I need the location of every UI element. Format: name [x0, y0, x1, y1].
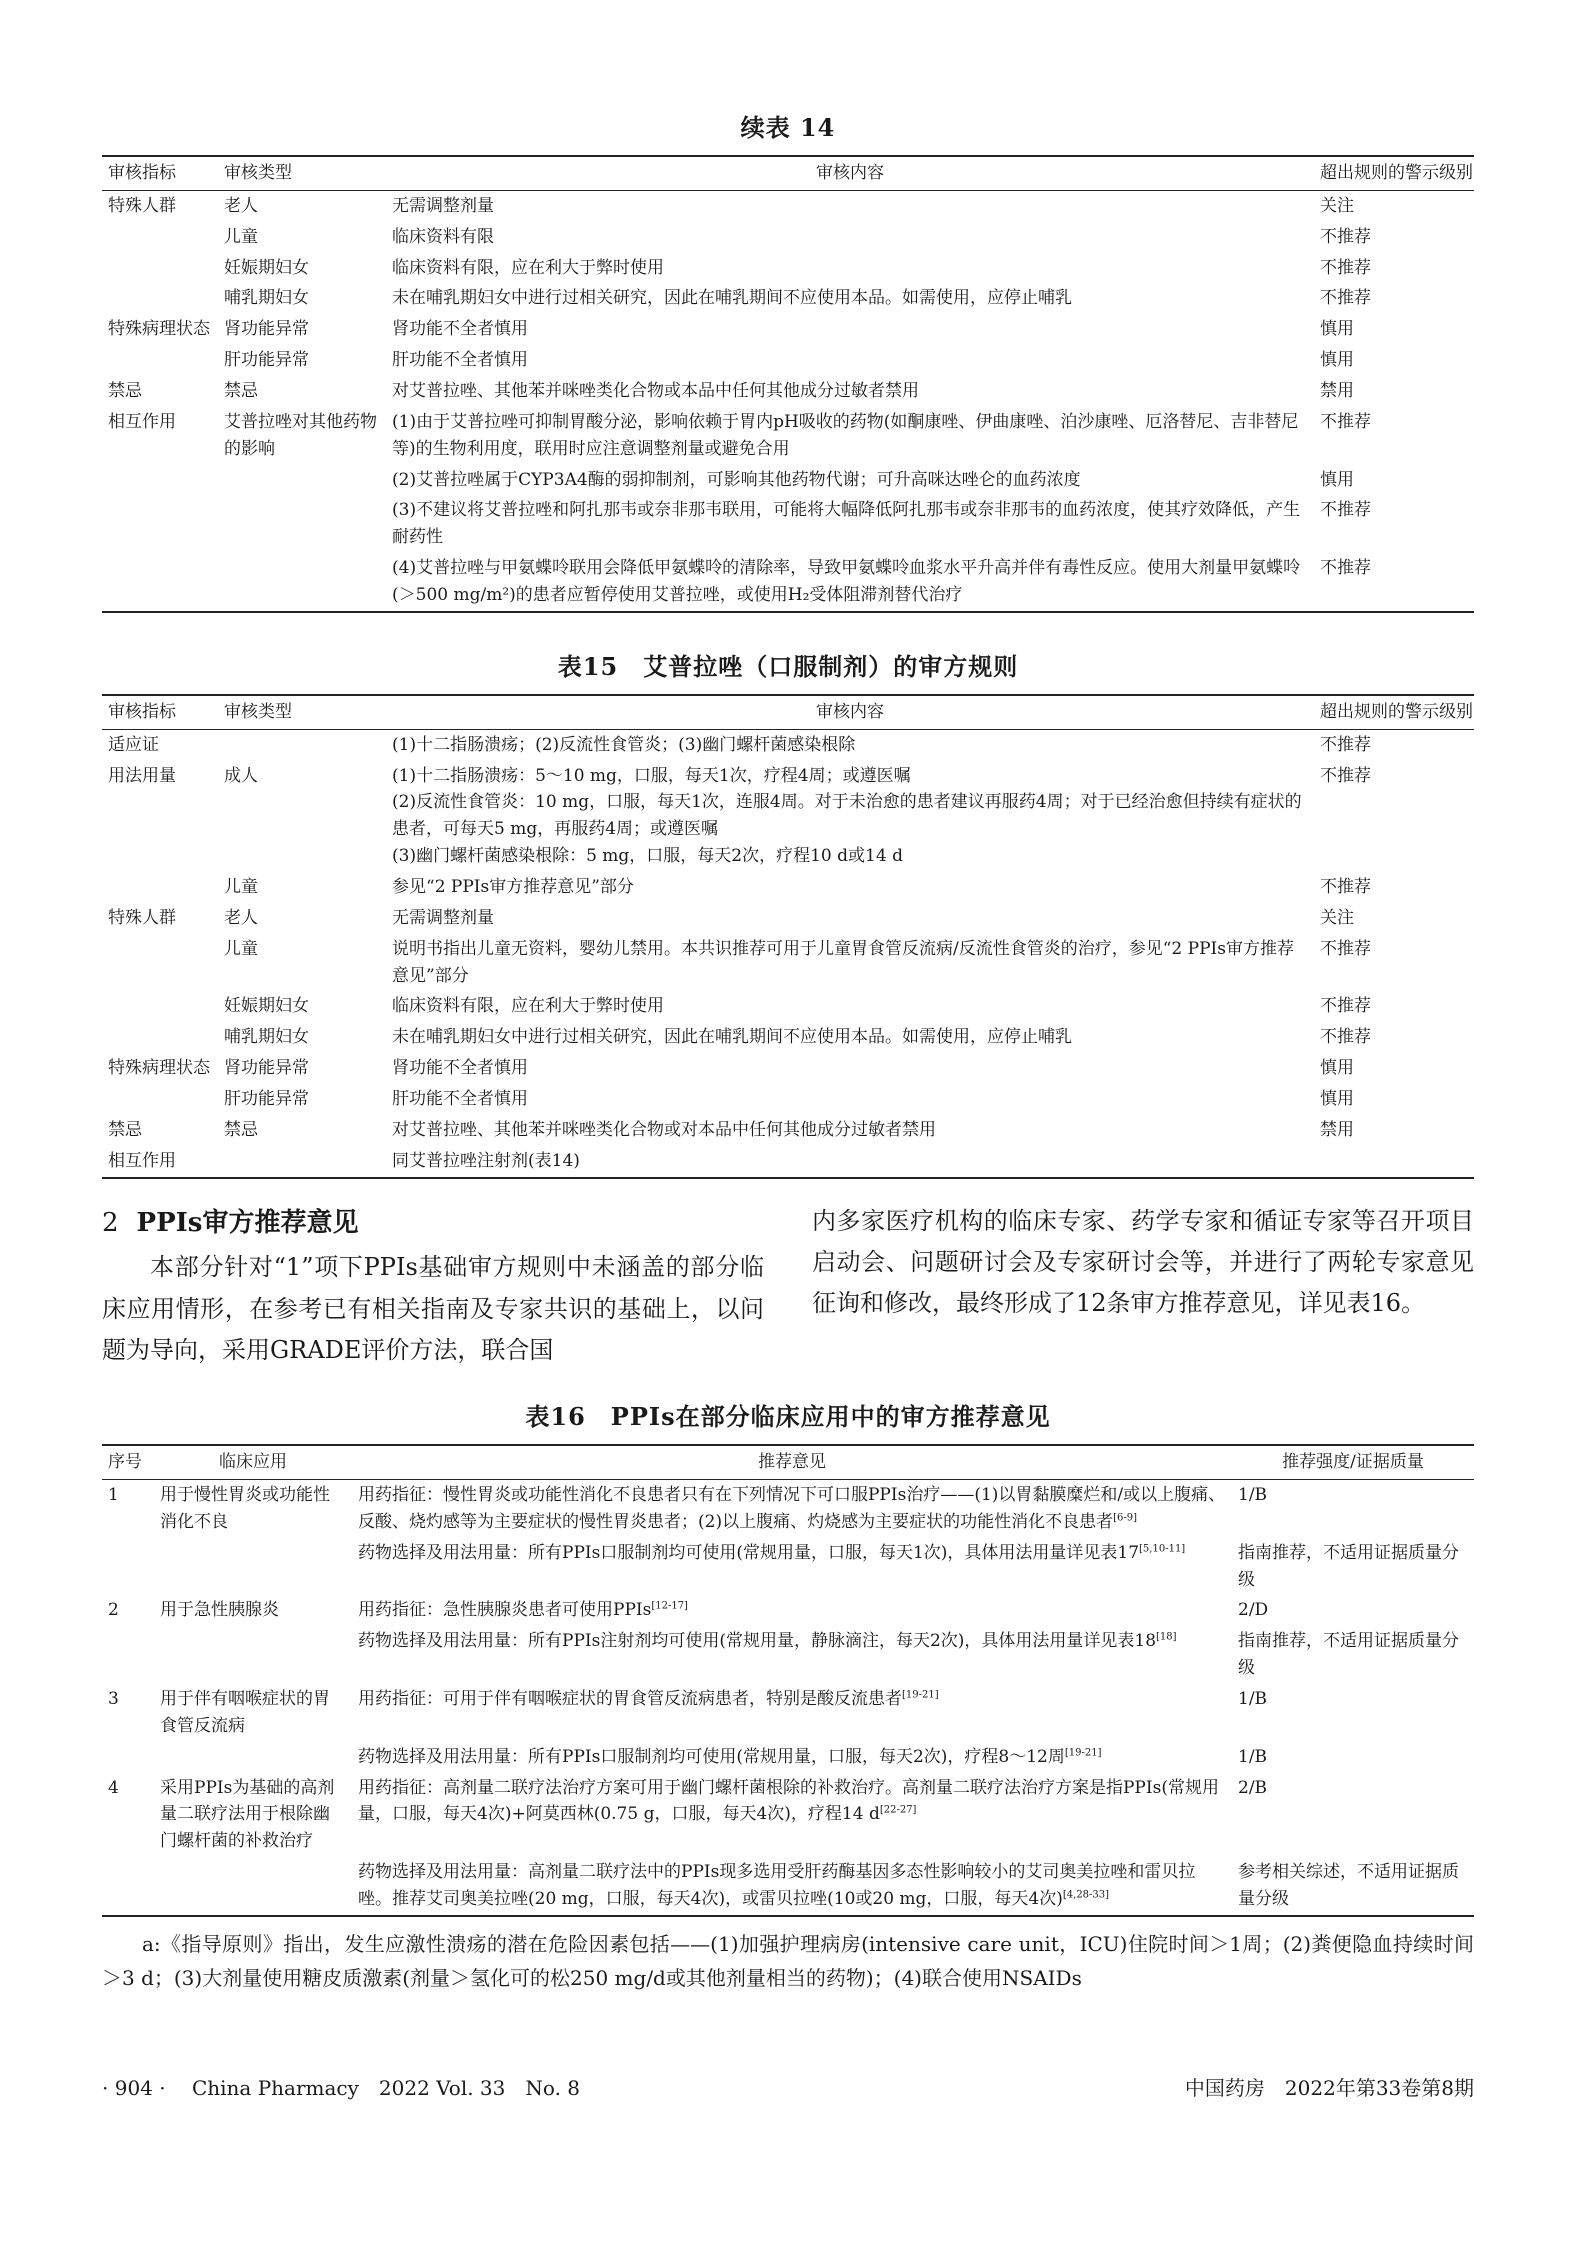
cell-number: 2 [108, 1600, 119, 1621]
table-row [102, 903, 1474, 934]
header-warning-level: 超出规则的警示级别 [1320, 163, 1473, 183]
cell-indicator: 相互作用 [108, 411, 176, 432]
cell-warning-level: 不推荐 [1320, 288, 1371, 309]
cell-type: 哺乳期妇女 [224, 288, 309, 309]
cell-indicator [102, 1084, 218, 1115]
cell-warning-level: 不推荐 [1320, 257, 1371, 278]
cell-warning-level: 不推荐 [1320, 226, 1371, 247]
cell-indicator: 禁忌 [108, 381, 142, 402]
header-warning-level: 超出规则的警示级别 [1320, 701, 1473, 722]
table-row [102, 1684, 1474, 1742]
cell-type: 肾功能异常 [224, 319, 309, 340]
table14-body [102, 190, 1474, 612]
section-2-paragraph-left: 本部分针对“1”项下PPIs基础审方规则中未涵盖的部分临床应用情形，在参考已有相关指南及专家共识的基础上，以问题为导向，采用GRADE评价方法，联合国 [102, 1253, 764, 1364]
cell-indicator [102, 222, 218, 253]
header-indicator: 审核指标 [108, 701, 176, 722]
cell-content: (1)由于艾普拉唑可抑制胃酸分泌，影响依赖于胃内pH吸收的药物(如酮康唑、伊曲康唑、泊沙康唑、厄洛替尼、吉非替尼等)的生物利用度，联用时应注意调整剂量或避免合用 [392, 411, 1299, 459]
cell-warning-level: 不推荐 [1320, 765, 1371, 786]
section-2 [102, 1201, 1474, 1372]
cell-content: 无需调整剂量 [392, 195, 494, 216]
recommendation-text: 用药指征：急性胰腺炎患者可使用PPIs [358, 1600, 652, 1621]
cell-recommendation [352, 1626, 1232, 1684]
table-row [102, 934, 1474, 992]
table-row [102, 1538, 1474, 1596]
cell-warning-level: 关注 [1320, 195, 1354, 216]
cell-warning-level: 慎用 [1320, 1058, 1354, 1079]
cell-type: 艾普拉唑对其他药物的影响 [224, 411, 377, 459]
table-row [102, 222, 1474, 253]
cell-content: (4)艾普拉唑与甲氨蝶呤联用会降低甲氨蝶呤的清除率，导致甲氨蝶呤血浆水平升高并伴有毒性反应。使用大剂量甲氨蝶呤(＞500 mg/m²)的患者应暂停使用艾普拉唑，或使用H₂受体阻滞剂替代治疗 [392, 558, 1301, 606]
cell-content: (3)不建议将艾普拉唑和阿扎那韦或奈非那韦联用，可能将大幅降低阿扎那韦或奈非那韦的血药浓度，使其疗效降低，产生耐药性 [392, 500, 1301, 548]
cell-clinical-application: 采用PPIs为基础的高剂量二联疗法用于根除幽门螺杆菌的补救治疗 [160, 1777, 335, 1852]
cell-content: 未在哺乳期妇女中进行过相关研究，因此在哺乳期间不应使用本品。如需使用，应停止哺乳 [392, 288, 1072, 309]
table-row [102, 1480, 1474, 1538]
cell-type [218, 1146, 386, 1178]
citation-ref: [22-27] [879, 1804, 917, 1816]
section-title: PPIs审方推荐意见 [136, 1207, 359, 1238]
table-row [102, 1857, 1474, 1916]
cell-clinical-application: 用于慢性胃炎或功能性消化不良 [160, 1485, 330, 1532]
table15 [102, 694, 1474, 1179]
cell-indicator: 特殊病理状态 [108, 1058, 210, 1079]
recommendation-text: 用药指征：高剂量二联疗法治疗方案可用于幽门螺杆菌根除的补救治疗。高剂量二联疗法治疗方案是指PPIs(常规用量，口服，每天4次)+阿莫西林(0.75 g，口服，每天4次)，疗程14 d [358, 1777, 1219, 1825]
table-row [102, 761, 1474, 872]
cell-number [102, 1538, 154, 1596]
cell-type: 妊娠期妇女 [224, 257, 309, 278]
cell-indicator [102, 1022, 218, 1053]
cell-indicator: 特殊人群 [108, 195, 176, 216]
table-row [102, 1146, 1474, 1178]
footnote: a:《指导原则》指出，发生应激性溃疡的潜在危险因素包括——(1)加强护理病房(intensive care unit，ICU)住院时间＞1周；(2)粪便隐血持续时间＞3 d；(3)大剂量使用糖皮质激素(剂量＞氢化可的松250 mg/d或其他剂量相当的药物)；(4)联合使用NSAIDs [102, 1931, 1474, 1991]
cell-strength: 1/B [1238, 1485, 1268, 1506]
citation-ref: [5,10-11] [1139, 1543, 1186, 1555]
cell-type: 成人 [224, 765, 258, 786]
cell-warning-level: 不推荐 [1320, 877, 1371, 898]
cell-clinical-application: 用于急性胰腺炎 [160, 1600, 279, 1621]
table-row [102, 729, 1474, 760]
cell-strength: 1/B [1238, 1746, 1268, 1767]
cell-warning-level: 关注 [1320, 907, 1354, 928]
table-row [102, 1053, 1474, 1084]
cell-type: 肝功能异常 [224, 1089, 309, 1110]
cell-number [102, 1742, 154, 1773]
cell-content: 肝功能不全者慎用 [392, 1089, 528, 1110]
cell-type: 儿童 [224, 877, 258, 898]
header-recommendation: 推荐意见 [758, 1452, 826, 1473]
cell-recommendation [352, 1742, 1232, 1773]
citation-ref: [6-9] [1113, 1512, 1137, 1524]
header-type: 审核类型 [224, 163, 292, 183]
cell-content: 对艾普拉唑、其他苯并咪唑类化合物或本品中任何其他成分过敏者禁用 [392, 381, 919, 402]
table-row [102, 283, 1474, 314]
table-row [102, 253, 1474, 284]
cell-content: (1)十二指肠溃疡：5～10 mg，口服，每天1次，疗程4周；或遵医嘱 (2)反流性食管炎：10 mg，口服，每天1次，连服4周。对于未治愈的患者建议再服药4周；对于已经治愈但持续有症状的患者，可每天5 mg，再服药4周；或遵医嘱 (3)幽门螺杆菌感染根除：5 mg，口服，每天2次，疗程10 d或14 d [392, 765, 1302, 867]
page-footer [102, 2072, 1474, 2101]
cell-indicator [102, 991, 218, 1022]
header-type: 审核类型 [224, 701, 292, 722]
recommendation-text: 药物选择及用法用量：所有PPIs口服制剂均可使用(常规用量，口服，每天1次)，具体用法用量详见表17 [358, 1542, 1140, 1563]
cell-number: 3 [108, 1689, 119, 1710]
cell-warning-level: 不推荐 [1320, 558, 1371, 579]
cell-type [218, 729, 386, 760]
section-2-paragraph-right: 内多家医疗机构的临床专家、药学专家和循证专家等召开项目启动会、问题研讨会及专家研讨会等，并进行了两轮专家意见征询和修改，最终形成了12条审方推荐意见，详见表16。 [812, 1206, 1474, 1318]
cell-type [218, 495, 386, 553]
cell-recommendation [352, 1595, 1232, 1626]
table16-body [102, 1480, 1474, 1916]
cell-strength: 2/B [1238, 1777, 1268, 1798]
cell-indicator: 用法用量 [108, 765, 176, 786]
cell-strength: 1/B [1238, 1689, 1268, 1710]
cell-indicator [102, 345, 218, 376]
cell-warning-level: 不推荐 [1320, 734, 1371, 755]
cell-content: 无需调整剂量 [392, 907, 494, 928]
cell-content: 未在哺乳期妇女中进行过相关研究，因此在哺乳期间不应使用本品。如需使用，应停止哺乳 [392, 1027, 1072, 1048]
citation-ref: [12-17] [651, 1600, 688, 1612]
citation-ref: [18] [1156, 1631, 1177, 1643]
cell-clinical-application [154, 1857, 352, 1916]
table-row [102, 495, 1474, 553]
cell-type: 老人 [224, 907, 258, 928]
table-row [102, 1742, 1474, 1773]
table15-header-row [102, 695, 1474, 729]
table-row [102, 1595, 1474, 1626]
section-number: 2 [102, 1207, 119, 1238]
recommendation-text: 用药指征：慢性胃炎或功能性消化不良患者只有在下列情况下可口服PPIs治疗——(1)以胃黏膜糜烂和/或以上腹痛、反酸、烧灼感等为主要症状的慢性胃炎患者；(2)以上腹痛、灼烧感为主要症状的功能性消化不良患者 [358, 1485, 1226, 1532]
cell-warning-level: 慎用 [1320, 1089, 1354, 1110]
table-row [102, 1626, 1474, 1684]
cell-warning-level: 不推荐 [1320, 1027, 1371, 1048]
table14-caption: 续表 14 [740, 113, 836, 142]
table-row [102, 1773, 1474, 1858]
cell-recommendation [352, 1684, 1232, 1742]
citation-ref: [19-21] [902, 1689, 939, 1701]
cell-indicator: 相互作用 [108, 1150, 176, 1171]
cell-recommendation [352, 1538, 1232, 1596]
cell-content: 临床资料有限，应在利大于弊时使用 [392, 257, 664, 278]
cell-clinical-application: 用于伴有咽喉症状的胃食管反流病 [160, 1689, 330, 1736]
cell-type: 老人 [224, 195, 258, 216]
cell-strength: 参考相关综述，不适用证据质量分级 [1238, 1862, 1459, 1910]
cell-type: 禁忌 [224, 381, 258, 402]
cell-clinical-application [154, 1742, 352, 1773]
recommendation-text: 用药指征：可用于伴有咽喉症状的胃食管反流病患者，特别是酸反流患者 [358, 1689, 902, 1710]
cell-content: 肾功能不全者慎用 [392, 319, 528, 340]
cell-type: 儿童 [224, 226, 258, 247]
cell-type: 肝功能异常 [224, 350, 309, 371]
table-row [102, 991, 1474, 1022]
cell-recommendation [352, 1857, 1232, 1916]
table16-caption: 表16 PPIs在部分临床应用中的审方推荐意见 [525, 1402, 1051, 1432]
cell-type: 哺乳期妇女 [224, 1027, 309, 1048]
cell-warning-level: 不推荐 [1320, 996, 1371, 1017]
cell-strength: 2/D [1238, 1600, 1269, 1621]
citation-ref: [19-21] [1064, 1747, 1102, 1759]
table-row [102, 872, 1474, 903]
cell-indicator [102, 495, 218, 553]
cell-indicator [102, 253, 218, 284]
table-row [102, 1115, 1474, 1146]
cell-warning-level: 慎用 [1320, 319, 1354, 340]
table16 [102, 1444, 1474, 1917]
cell-content: 肾功能不全者慎用 [392, 1058, 528, 1079]
recommendation-text: 药物选择及用法用量：所有PPIs注射剂均可使用(常规用量，静脉滴注，每天2次)，具体用法用量详见表18 [358, 1631, 1157, 1652]
cell-content: (1)十二指肠溃疡；(2)反流性食管炎；(3)幽门螺杆菌感染根除 [392, 734, 856, 755]
cell-warning-level: 禁用 [1320, 381, 1354, 402]
cell-indicator: 特殊人群 [108, 907, 176, 928]
header-content: 审核内容 [816, 701, 884, 722]
page-content [102, 108, 1474, 1996]
cell-indicator [102, 465, 218, 496]
cell-content: 对艾普拉唑、其他苯并咪唑类化合物或对本品中任何其他成分过敏者禁用 [392, 1119, 936, 1140]
cell-number [102, 1626, 154, 1684]
cell-indicator: 特殊病理状态 [108, 319, 210, 340]
cell-type: 儿童 [224, 938, 258, 959]
table-row [102, 1022, 1474, 1053]
cell-indicator [102, 553, 218, 612]
footer-left: · 904 · China Pharmacy 2022 Vol. 33 No. 8 [102, 2076, 581, 2100]
table-row [102, 190, 1474, 221]
recommendation-text: 药物选择及用法用量：所有PPIs口服制剂均可使用(常规用量，口服，每天2次)，疗程8～12周 [358, 1746, 1065, 1767]
cell-type [218, 465, 386, 496]
cell-type: 禁忌 [224, 1119, 258, 1140]
table15-caption: 表15 艾普拉唑（口服制剂）的审方规则 [557, 651, 1019, 681]
cell-content: (2)艾普拉唑属于CYP3A4酶的弱抑制剂，可影响其他药物代谢；可升高咪达唑仑的血药浓度 [392, 469, 1081, 490]
cell-content: 肝功能不全者慎用 [392, 350, 528, 371]
cell-content: 说明书指出儿童无资料，婴幼儿禁用。本共识推荐可用于儿童胃食管反流病/反流性食管炎的治疗，参见“2 PPIs审方推荐意见”部分 [392, 938, 1294, 986]
cell-indicator: 适应证 [108, 734, 159, 755]
header-number: 序号 [108, 1452, 142, 1473]
cell-recommendation [352, 1773, 1232, 1858]
cell-warning-level: 不推荐 [1320, 500, 1371, 521]
cell-indicator [102, 872, 218, 903]
cell-warning-level: 慎用 [1320, 350, 1354, 371]
header-content: 审核内容 [816, 163, 884, 183]
footer-right: 中国药房 2022年第33卷第8期 [1184, 2076, 1474, 2100]
cell-content: 参见“2 PPIs审方推荐意见”部分 [392, 877, 634, 898]
citation-ref: [4,28-33] [1062, 1889, 1110, 1901]
cell-indicator [102, 934, 218, 992]
cell-clinical-application [154, 1626, 352, 1684]
cell-warning-level: 不推荐 [1320, 411, 1371, 432]
header-indicator: 审核指标 [108, 163, 176, 183]
recommendation-text: 药物选择及用法用量：高剂量二联疗法中的PPIs现多选用受肝药酶基因多态性影响较小的艾司奥美拉唑和雷贝拉唑。推荐艾司奥美拉唑(20 mg，口服，每天4次)，或雷贝拉唑(10或20 mg，口服，每天4次) [358, 1862, 1196, 1910]
table-row [102, 314, 1474, 345]
cell-content: 临床资料有限，应在利大于弊时使用 [392, 996, 664, 1017]
table16-header-row [102, 1445, 1474, 1479]
cell-content: 临床资料有限 [392, 226, 494, 247]
cell-warning-level [1314, 1146, 1474, 1178]
table14-header-row [102, 156, 1474, 190]
table14 [102, 155, 1474, 613]
cell-strength: 指南推荐，不适用证据质量分级 [1238, 1631, 1459, 1679]
cell-number: 1 [108, 1485, 119, 1506]
cell-number: 4 [108, 1777, 119, 1798]
table-row [102, 465, 1474, 496]
table15-body [102, 729, 1474, 1177]
table-row [102, 376, 1474, 407]
table-row [102, 1084, 1474, 1115]
table-row [102, 407, 1474, 465]
cell-indicator [102, 283, 218, 314]
section-2-right-column [812, 1201, 1474, 1372]
cell-type: 肾功能异常 [224, 1058, 309, 1079]
table-row [102, 553, 1474, 612]
section-2-heading [102, 1201, 764, 1246]
cell-content: 同艾普拉唑注射剂(表14) [392, 1150, 580, 1171]
cell-warning-level: 不推荐 [1320, 938, 1371, 959]
header-clinical-application: 临床应用 [219, 1452, 287, 1473]
cell-warning-level: 慎用 [1320, 469, 1354, 490]
cell-recommendation [352, 1480, 1232, 1538]
table-row [102, 345, 1474, 376]
cell-indicator: 禁忌 [108, 1119, 142, 1140]
section-2-left-column [102, 1201, 764, 1372]
header-strength: 推荐强度/证据质量 [1282, 1452, 1424, 1473]
cell-clinical-application [154, 1538, 352, 1596]
cell-number [102, 1857, 154, 1916]
cell-type: 妊娠期妇女 [224, 996, 309, 1017]
cell-type [218, 553, 386, 612]
cell-warning-level: 禁用 [1320, 1119, 1354, 1140]
cell-strength: 指南推荐，不适用证据质量分级 [1238, 1542, 1459, 1590]
